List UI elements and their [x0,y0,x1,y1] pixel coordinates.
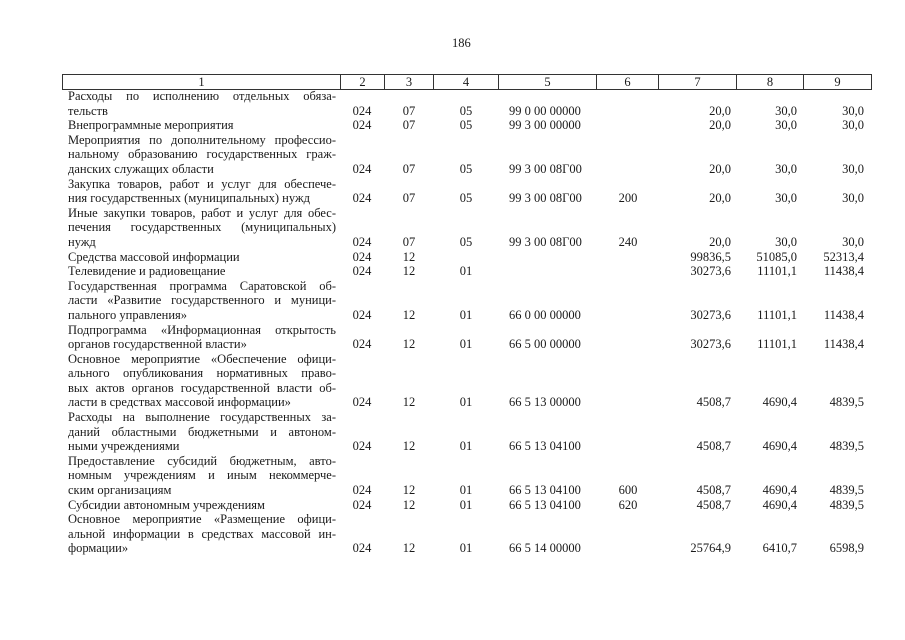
row-description [68,250,336,265]
cell-col-4: 05 [459,191,473,206]
description-line: ласти в средствах массовой информации» [68,395,291,410]
description-line: данских служащих области [68,161,214,176]
cell-col-8: 30,0 [775,103,797,118]
row-description [68,133,336,177]
row-description [68,206,336,250]
table-row [68,352,867,410]
row-description [68,177,336,206]
row-description [68,512,336,556]
description-line: формации» [68,541,129,556]
budget-table-body [68,89,867,556]
cell-col-7: 30273,6 [690,337,731,352]
cell-col-2: 024 [352,483,372,498]
cell-col-4: 05 [459,234,473,249]
cell-col-7: 20,0 [709,103,731,118]
cell-col-6: 600 [618,483,638,498]
description-line: Телевидение и радиовещание [68,264,226,279]
cell-col-8: 4690,4 [762,483,797,498]
description-line: Внепрограммные мероприятия [68,118,234,133]
cell-col-7: 30273,6 [690,264,731,279]
cell-col-9: 52313,4 [823,249,864,264]
description-line: нужд [68,234,96,249]
cell-col-6 [597,337,659,352]
cell-col-3: 07 [402,191,416,206]
cell-col-5: 99 3 00 08Г00 [509,191,582,206]
description-line: Мероприятия по дополнительному профессио- [68,132,336,147]
row-description [68,89,336,118]
cell-col-6 [597,118,659,133]
cell-col-6 [597,541,659,556]
cell-col-4: 01 [459,264,473,279]
cell-col-9: 30,0 [842,161,864,176]
cell-col-4: 01 [459,337,473,352]
cell-col-7: 20,0 [709,161,731,176]
cell-col-2: 024 [352,118,372,133]
table-row [68,454,867,498]
cell-col-9: 30,0 [842,103,864,118]
cell-col-4: 01 [459,307,473,322]
description-line: Предоставление субсидий бюджетным, авто- [68,453,336,468]
page-number: 186 [452,36,471,50]
cell-col-4: 01 [459,395,473,410]
cell-col-3: 07 [402,234,416,249]
cell-col-9: 30,0 [842,191,864,206]
cell-col-2: 024 [352,191,372,206]
cell-col-3: 07 [402,103,416,118]
header-col-8: 8 [736,75,803,89]
table-row [68,264,867,279]
description-line: Средства массовой информации [68,249,240,264]
cell-col-4: 05 [459,103,473,118]
cell-col-3: 12 [402,307,416,322]
description-line: Государственная программа Саратовской об- [68,278,336,293]
description-line: ским организациям [68,483,172,498]
description-line: номным учреждениям и иным некоммерче- [68,468,336,483]
row-description [68,323,336,352]
cell-col-5: 66 5 13 04100 [509,497,581,512]
cell-col-6 [597,439,659,454]
row-description [68,118,336,133]
cell-col-5: 99 3 00 00000 [509,118,581,133]
cell-col-9: 4839,5 [829,439,864,454]
description-line: Закупка товаров, работ и услуг для обеспече- [68,176,336,191]
cell-col-5: 66 5 13 00000 [509,395,581,410]
cell-col-2: 024 [352,234,372,249]
description-line: Иные закупки товаров, работ и услуг для обес- [68,205,336,220]
cell-col-4: 05 [459,118,473,133]
cell-col-2: 024 [352,395,372,410]
cell-col-7: 20,0 [709,191,731,206]
cell-col-8: 30,0 [775,118,797,133]
cell-col-5: 66 5 13 04100 [509,439,581,454]
cell-col-5: 99 3 00 08Г00 [509,161,582,176]
cell-col-8: 30,0 [775,234,797,249]
header-col-1: 1 [198,75,205,89]
cell-col-8: 30,0 [775,191,797,206]
cell-col-4: 01 [459,439,473,454]
cell-col-6: 240 [618,234,638,249]
cell-col-6: 620 [618,497,638,512]
table-row [68,206,867,250]
description-line: ального опубликования нормативных право- [68,366,336,381]
cell-col-5: 66 5 13 04100 [509,483,581,498]
header-col-4: 4 [433,75,498,89]
cell-col-3: 07 [402,161,416,176]
cell-col-5 [499,264,597,279]
cell-col-5: 99 3 00 08Г00 [509,234,582,249]
cell-col-3: 12 [402,337,416,352]
row-description [68,264,336,279]
description-line: ния государственных (муниципальных) нужд [68,191,310,206]
cell-col-7: 99836,5 [690,249,731,264]
table-row [68,118,867,133]
cell-col-8: 4690,4 [762,395,797,410]
cell-col-7: 20,0 [709,234,731,249]
table-row [68,323,867,352]
cell-col-9: 30,0 [842,234,864,249]
cell-col-6 [597,250,659,265]
cell-col-6 [597,162,659,177]
description-line: Расходы по исполнению отдельных обяза- [68,89,336,103]
cell-col-8: 11101,1 [757,307,797,322]
cell-col-3: 12 [402,541,416,556]
cell-col-2: 024 [352,497,372,512]
cell-col-7: 4508,7 [696,439,731,454]
cell-col-2: 024 [352,541,372,556]
cell-col-9: 4839,5 [829,483,864,498]
cell-col-7: 4508,7 [696,483,731,498]
cell-col-5: 66 5 14 00000 [509,541,581,556]
cell-col-5: 66 0 00 00000 [509,307,581,322]
cell-col-4: 05 [459,161,473,176]
description-line: печения государственных (муниципальных) [68,220,336,235]
description-line: вых актов органов государственной власти об- [68,380,336,395]
table-row [68,512,867,556]
cell-col-8: 4690,4 [762,497,797,512]
cell-col-8: 6410,7 [762,541,797,556]
description-line: нальному образованию государственных граж- [68,147,336,162]
description-line: альной информации в средствах массовой ин- [68,526,336,541]
cell-col-3: 12 [402,483,416,498]
cell-col-2: 024 [352,307,372,322]
cell-col-3: 07 [402,118,416,133]
table-row [68,498,867,513]
cell-col-9: 6598,9 [829,541,864,556]
cell-col-5: 66 5 00 00000 [509,337,581,352]
row-description [68,498,336,513]
cell-col-9: 11438,4 [823,264,864,279]
cell-col-8: 11101,1 [757,264,797,279]
cell-col-2: 024 [352,249,372,264]
description-line: Расходы на выполнение государственных за- [68,410,336,425]
cell-col-5: 99 0 00 00000 [509,103,581,118]
cell-col-3: 12 [402,249,416,264]
description-line: ласти «Развитие государственного и муници- [68,293,336,308]
description-line: Субсидии автономным учреждениям [68,497,265,512]
table-header [62,74,872,90]
cell-col-9: 30,0 [842,118,864,133]
cell-col-9: 4839,5 [829,395,864,410]
cell-col-3: 12 [402,497,416,512]
cell-col-7: 4508,7 [696,395,731,410]
header-col-2: 2 [340,75,384,89]
cell-col-8: 4690,4 [762,439,797,454]
table-row [68,177,867,206]
cell-col-7: 30273,6 [690,307,731,322]
cell-col-8: 11101,1 [757,337,797,352]
description-line: Подпрограмма «Информационная открытость [68,322,336,337]
cell-col-2: 024 [352,439,372,454]
cell-col-2: 024 [352,103,372,118]
header-col-6: 6 [596,75,658,89]
row-description [68,410,336,454]
cell-col-2: 024 [352,264,372,279]
header-col-9: 9 [803,75,871,89]
cell-col-4 [433,250,499,265]
row-description [68,279,336,323]
cell-col-2: 024 [352,337,372,352]
cell-col-7: 25764,9 [690,541,731,556]
description-line: тельств [68,103,108,118]
description-line: пального управления» [68,307,188,322]
cell-col-9: 11438,4 [823,307,864,322]
cell-col-2: 024 [352,161,372,176]
cell-col-6 [597,264,659,279]
cell-col-4: 01 [459,541,473,556]
cell-col-7: 20,0 [709,118,731,133]
cell-col-6 [597,308,659,323]
cell-col-6 [597,395,659,410]
table-row [68,279,867,323]
cell-col-8: 51085,0 [756,249,797,264]
cell-col-9: 11438,4 [823,337,864,352]
cell-col-3: 12 [402,395,416,410]
description-line: даний областными бюджетными и автоном- [68,424,336,439]
description-line: органов государственной власти» [68,337,247,352]
table-row [68,89,867,118]
cell-col-7: 4508,7 [696,497,731,512]
cell-col-4: 01 [459,483,473,498]
description-line: ными учреждениями [68,439,180,454]
table-row [68,250,867,265]
header-col-7: 7 [658,75,736,89]
row-description [68,454,336,498]
cell-col-6: 200 [618,191,638,206]
table-row [68,133,867,177]
header-col-5: 5 [498,75,596,89]
description-line: Основное мероприятие «Размещение офици- [68,512,336,527]
row-description [68,352,336,410]
cell-col-6 [597,104,659,119]
cell-col-4: 01 [459,497,473,512]
cell-col-5 [499,250,597,265]
description-line: Основное мероприятие «Обеспечение офици- [68,351,336,366]
cell-col-9: 4839,5 [829,497,864,512]
table-row [68,410,867,454]
cell-col-3: 12 [402,264,416,279]
cell-col-3: 12 [402,439,416,454]
header-col-3: 3 [384,75,433,89]
cell-col-8: 30,0 [775,161,797,176]
